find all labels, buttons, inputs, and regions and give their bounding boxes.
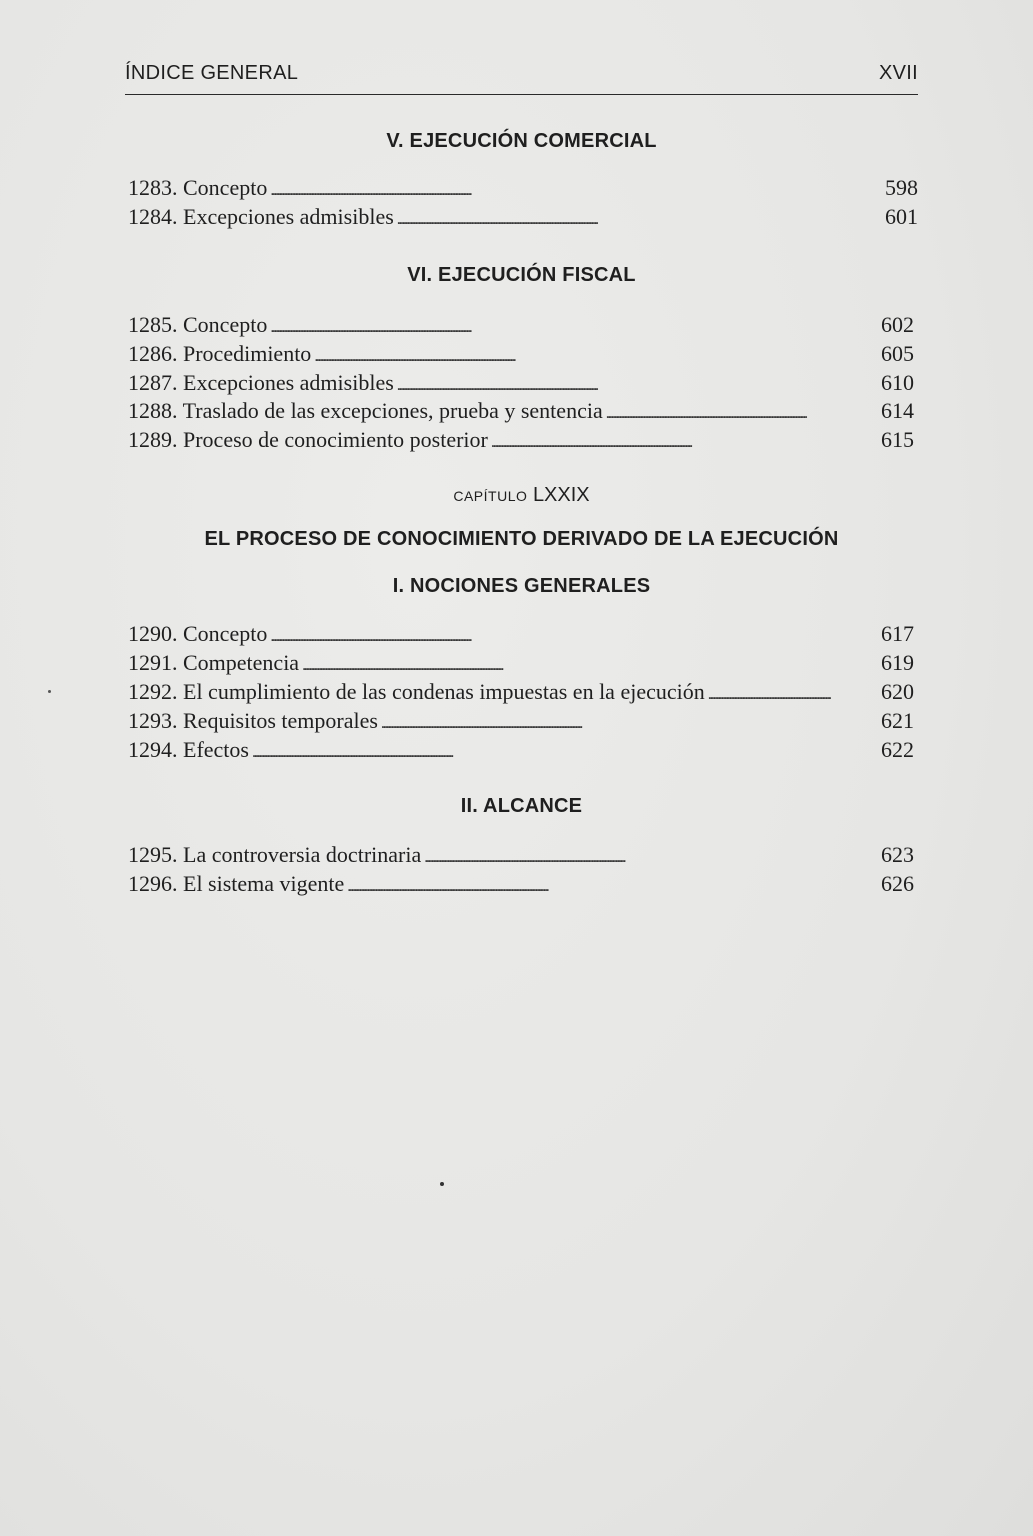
- entry-page: 622: [881, 737, 914, 762]
- toc-entry[interactable]: [128, 426, 914, 454]
- leader-dots: [314, 340, 831, 371]
- entry-page: 626: [881, 871, 914, 896]
- toc-entry[interactable]: [128, 841, 914, 869]
- entry-title: Proceso de conocimiento posterior: [183, 427, 488, 452]
- header-page-number: XVII: [879, 62, 918, 84]
- chapter-number: LXXIX: [532, 484, 590, 506]
- entry-title: Traslado de las excepciones, prueba y sentencia: [182, 398, 603, 423]
- leader-dots: [397, 369, 831, 400]
- entry-title: La controversia doctrinaria: [183, 842, 422, 867]
- header-title: ÍNDICE GENERAL: [125, 62, 299, 84]
- entry-number: 1284.: [128, 204, 178, 229]
- leader-dots: [381, 707, 831, 738]
- toc-entry[interactable]: [128, 736, 914, 764]
- toc-entry[interactable]: [128, 649, 914, 677]
- toc-entry[interactable]: [128, 620, 914, 648]
- entry-page: 602: [881, 312, 914, 337]
- toc-entry[interactable]: [128, 707, 914, 735]
- chapter-label: [125, 484, 918, 507]
- leader-dots: [491, 426, 831, 457]
- chapter-word: CAPÍTULO: [453, 488, 528, 504]
- leader-dots: [270, 311, 831, 342]
- entry-page: 621: [881, 708, 914, 733]
- entry-number: 1294.: [128, 737, 178, 762]
- section-heading: I. NOCIONES GENERALES: [392, 575, 651, 597]
- leader-dots: [708, 678, 831, 709]
- entry-number: 1292.: [128, 679, 178, 704]
- entry-title: El cumplimiento de las condenas impuestas en la ejecución: [183, 679, 705, 704]
- section-heading: II. ALCANCE: [460, 795, 583, 817]
- toc-entry[interactable]: [128, 311, 914, 339]
- leader-dots: [347, 870, 831, 901]
- entry-title: Competencia: [183, 650, 300, 675]
- entry-number: 1289.: [128, 427, 178, 452]
- entry-number: 1288.: [128, 398, 178, 423]
- entry-title: Concepto: [183, 621, 268, 646]
- entry-title: Concepto: [183, 175, 268, 200]
- toc-entry[interactable]: [128, 340, 914, 368]
- leader-dots: [270, 620, 831, 651]
- entry-title: Excepciones admisibles: [183, 204, 394, 229]
- entry-number: 1295.: [128, 842, 178, 867]
- entry-number: 1287.: [128, 370, 178, 395]
- leader-dots: [397, 203, 882, 234]
- entry-number: 1283.: [128, 175, 178, 200]
- scan-speck: [440, 1182, 444, 1186]
- leader-dots: [252, 736, 831, 767]
- toc-entry[interactable]: [128, 397, 914, 425]
- section-heading: V. EJECUCIÓN COMERCIAL: [386, 130, 657, 152]
- toc-entry[interactable]: [128, 174, 918, 202]
- entry-number: 1291.: [128, 650, 178, 675]
- toc-entry[interactable]: [128, 369, 914, 397]
- leader-dots: [606, 397, 831, 428]
- entry-number: 1286.: [128, 341, 178, 366]
- entry-page: 601: [885, 204, 918, 229]
- entry-number: 1290.: [128, 621, 178, 646]
- entry-title: Procedimiento: [183, 341, 312, 366]
- scan-speck: [48, 690, 51, 693]
- entry-number: 1293.: [128, 708, 178, 733]
- entry-page: 615: [881, 427, 914, 452]
- section-heading: VI. EJECUCIÓN FISCAL: [407, 264, 636, 286]
- toc-entry[interactable]: [128, 203, 918, 231]
- toc-entry[interactable]: [128, 870, 914, 898]
- entry-page: 605: [881, 341, 914, 366]
- leader-dots: [270, 174, 882, 205]
- leader-dots: [424, 841, 831, 872]
- entry-page: 620: [881, 679, 914, 704]
- entry-title: Excepciones admisibles: [183, 370, 394, 395]
- entry-title: Efectos: [183, 737, 249, 762]
- entry-page: 619: [881, 650, 914, 675]
- entry-page: 598: [885, 175, 918, 200]
- entry-page: 610: [881, 370, 914, 395]
- running-header: [125, 58, 918, 95]
- entry-page: 623: [881, 842, 914, 867]
- toc-entry[interactable]: [128, 678, 914, 706]
- entry-title: El sistema vigente: [183, 871, 345, 896]
- chapter-title: EL PROCESO DE CONOCIMIENTO DERIVADO DE LA EJECUCIÓN: [204, 528, 839, 550]
- entry-title: Concepto: [183, 312, 268, 337]
- entry-title: Requisitos temporales: [183, 708, 378, 733]
- entry-number: 1296.: [128, 871, 178, 896]
- leader-dots: [302, 649, 831, 680]
- entry-page: 614: [881, 398, 914, 423]
- entry-number: 1285.: [128, 312, 178, 337]
- entry-page: 617: [881, 621, 914, 646]
